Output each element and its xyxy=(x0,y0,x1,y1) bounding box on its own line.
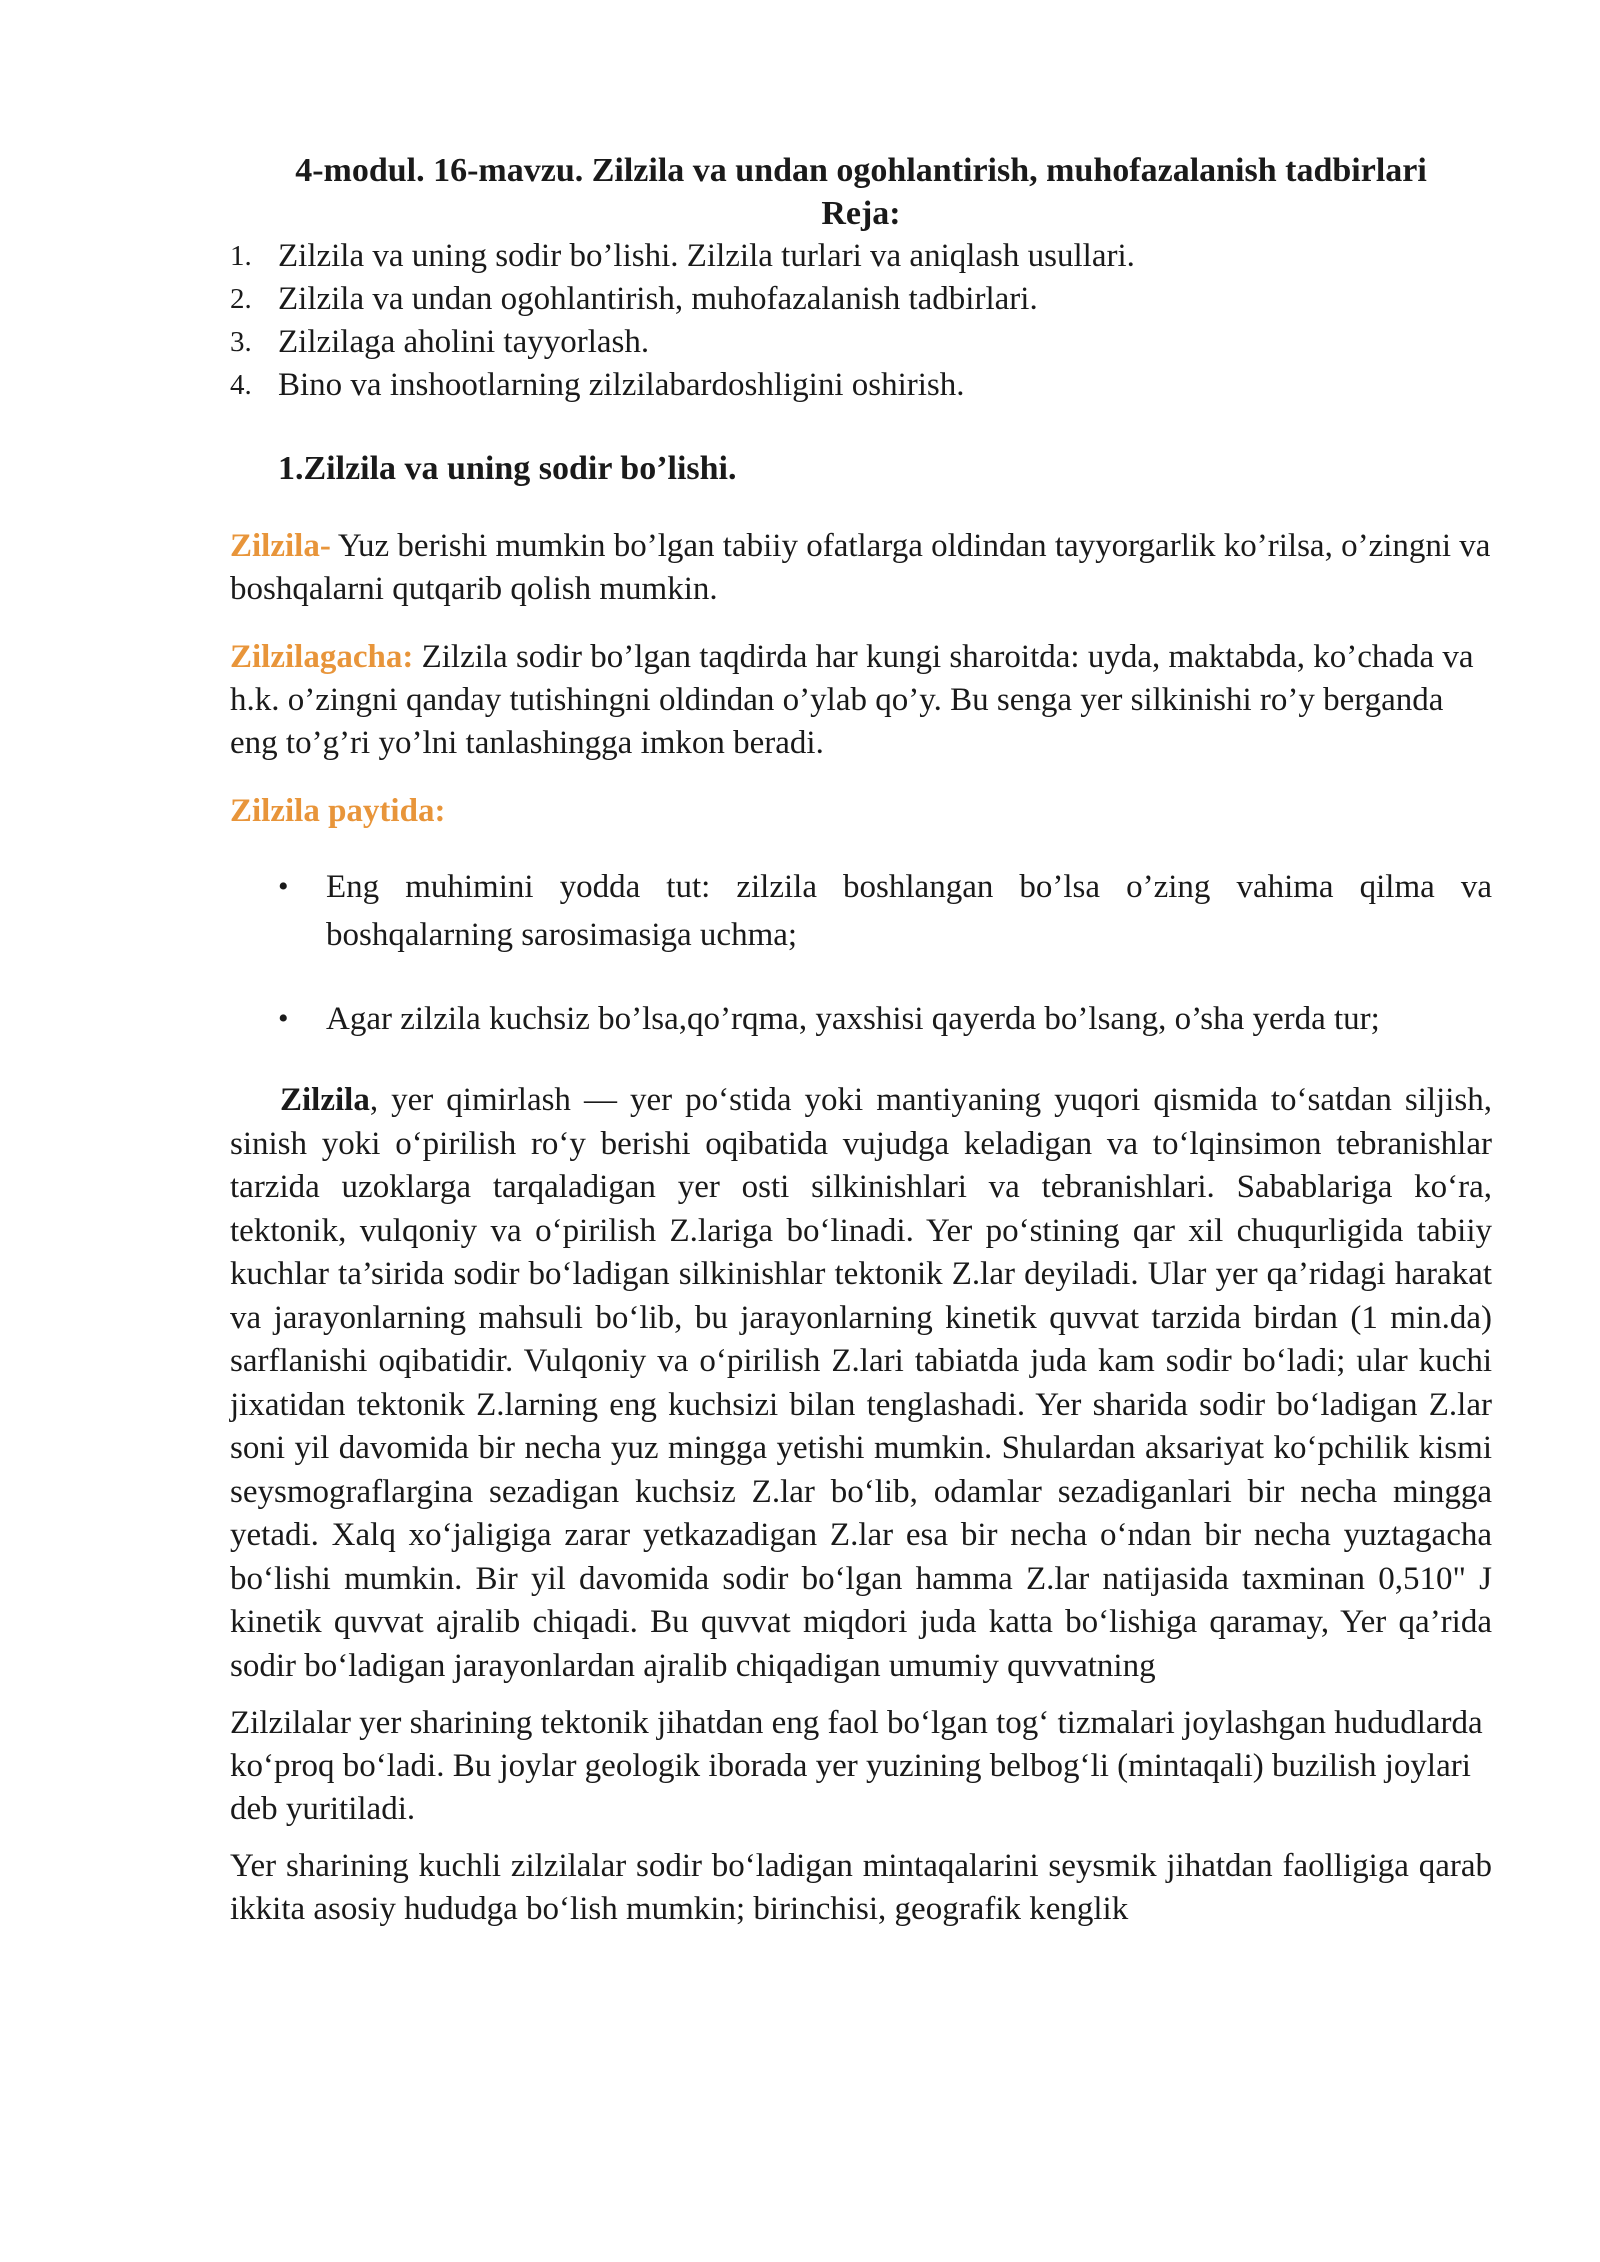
document-page xyxy=(230,148,1492,1931)
paragraph-text: , yer qimirlash — yer po‘stida yoki mantiyaning yuqori qismida to‘satdan siljish, sinish yoki o‘pirilish ro‘y berishi oqibatida vujudga keladigan va to‘lqinsimon tebranishlar tarzida uzoklarga tarqaladigan yer osti silkinishlari va tebranishlari. Sabablariga ko‘ra, tektonik, vulqoniy va o‘pirilish Z.lariga bo‘linadi. Yer po‘stining qar xil chuqurligida tabiiy kuchlar ta’sirida sodir bo‘ladigan silkinishlar tektonik Z.lar deyiladi. Ular yer qa’ridagi harakat va jarayonlarning mahsuli bo‘lib, bu jarayonlarning kinetik quvvat tarzida birdan (1 min.da) sarflanishi oqibatidir. Vulqoniy va o‘pirilish Z.lari tabiatda juda kam sodir bo‘ladi; ular kuchi jixatidan tektonik Z.larning eng kuchsizi bilan tenglashadi. Yer sharida sodir bo‘ladigan Z.lar soni yil davomida bir necha yuz mingga yetishi mumkin. Shulardan aksariyat ko‘pchilik kismi seysmograflargina sezadigan kuchsiz Z.lar bo‘lib, odamlar sezadiganlari bir necha mingga yetadi. Xalq xo‘jaligiga zarar yetkazadigan Z.lar esa bir necha o‘ndan bir necha yuztagacha bo‘lishi mumkin. Bir yil davomida sodir bo‘lgan hamma Z.lar natijasida taxminan 0,510" J kinetik quvvat ajralib chiqadi. Bu quvvat miqdori juda katta bo‘lishiga qaramay, Yer qa’rida sodir bo‘ladigan jarayonlardan ajralib chiqadigan umumiy quvvatning xyxy=(230,1082,1492,1684)
plan-item-text: Zilzila va uning sodir bo’lishi. Zilzila turlari va aniqlash usullari. xyxy=(278,238,1135,274)
plan-item-number: 1. xyxy=(230,240,252,272)
document-title: 4-modul. 16-mavzu. Zilzila va undan ogohlantirish, muhofazalanish tadbirlari xyxy=(295,152,1427,189)
highlight-label: Zilzilagacha: xyxy=(230,639,414,675)
bullet-text: Eng muhimini yodda tut: zilzila boshlangan bo’lsa o’zing vahima qilma va boshqalarning sarosimasiga uchma; xyxy=(326,869,1492,953)
bullet-icon: • xyxy=(278,1002,289,1035)
bullet-item xyxy=(230,995,1492,1043)
paragraph-text: Zilzila sodir bo’lgan taqdirda har kungi sharoitda: uyda, maktabda, ko’chada va h.k. o’zingni qanday tutishingni oldindan o’ylab qo’y. Bu senga yer silkinishi ro’y berganda eng to’g’ri yo’lni tanlashingga imkon beradi. xyxy=(230,639,1474,761)
plan-item-text: Zilzilaga aholini tayyorlash. xyxy=(278,324,650,360)
plan-list xyxy=(230,235,1492,407)
plan-item xyxy=(230,235,1492,278)
plan-item xyxy=(230,278,1492,321)
paytida-heading: Zilzila paytida: xyxy=(230,793,446,829)
paragraph-zilzilagacha xyxy=(230,636,1492,765)
plan-item-text: Zilzila va undan ogohlantirish, muhofazalanish tadbirlari. xyxy=(278,281,1038,317)
paragraph-regions: Yer sharining kuchli zilzilalar sodir bo‘ladigan mintaqalarini seysmik jihatdan faolligiga qarab ikkita asosiy hududga bo‘lish mumkin; birinchisi, geografik kenglik xyxy=(230,1848,1492,1927)
main-paragraph xyxy=(230,1079,1492,1688)
plan-item-number: 2. xyxy=(230,283,252,315)
paragraph-zilzila xyxy=(230,525,1492,611)
bullet-list xyxy=(230,863,1492,1043)
bullet-item xyxy=(230,863,1492,959)
paragraph-text: Yuz berishi mumkin bo’lgan tabiiy ofatlarga oldindan tayyorgarlik ko’rilsa, o’zingni va boshqalarni qutqarib qolish mumkin. xyxy=(230,528,1491,607)
plan-item-number: 4. xyxy=(230,369,252,401)
plan-item-number: 3. xyxy=(230,326,252,358)
section-heading: 1.Zilzila va uning sodir bo’lishi. xyxy=(278,450,737,487)
bullet-icon: • xyxy=(278,870,289,903)
plan-item xyxy=(230,321,1492,364)
bullet-text: Agar zilzila kuchsiz bo’lsa,qo’rqma, yaxshisi qayerda bo’lsang, o’sha yerda tur; xyxy=(326,1001,1380,1037)
highlight-label: Zilzila- xyxy=(230,528,331,564)
plan-item-text: Bino va inshootlarning zilzilabardoshligini oshirish. xyxy=(278,367,965,403)
paragraph-zones: Zilzilalar yer sharining tektonik jihatdan eng faol bo‘lgan tog‘ tizmalari joylashgan hududlarda ko‘proq bo‘ladi. Bu joylar geologik iborada yer yuzining belbog‘li (mintaqali) buzilish joylari deb yuritiladi. xyxy=(230,1705,1483,1827)
plan-heading: Reja: xyxy=(821,195,901,232)
bold-term: Zilzila xyxy=(280,1082,370,1118)
plan-item xyxy=(230,364,1492,407)
